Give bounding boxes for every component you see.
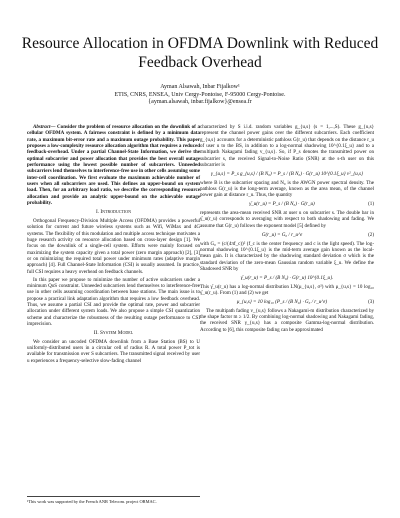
equation-3-body: μ_{u,s} = 10 log₁₀ (P_s / (B N₀) · G₀ / r_u^ε): [236, 298, 328, 305]
equation-shadowed-snr-body: γ̄_u(r_u) = P_s / (B N₀) · G(r_u) 10^{0.1ξ_u}.: [240, 274, 334, 281]
section-heading-introduction: I. Introduction: [95, 209, 132, 216]
right-paragraph-5: This γ̄_u(r_u) has a log-normal distribution LN(μ_{u,s}, σ²) with μ_{u,s} = 10 log₁₀ γ̄_u(r_u). From (1) and (2) we get: [200, 283, 374, 296]
intro-paragraph-1: Orthogonal Frequency-Division Multiple Access (OFDMA) provides a powerful solution for current and future wireless systems such as Wifi, WiMax and 4G systems. The flexibility of this modulation and multiple access technique motivates a huge research activity on resource allocation based on cross-layer design [1]. We focus on the downlink of a single-cell system. Efforts were mainly focused on maximizing the system capacity given a total power (zero margin approach) [2], [3] or on minimizing the required total power under minimum rates (adaptive margin approach) [4]. Full Channel-State Information (CSI) is usually assumed. In practice, full CSI requires a heavy overhead on feedback channels.: [27, 217, 200, 275]
paper-title: Resource Allocation in OFDMA Downlink with Reduced Feedback Overhead: [21, 35, 379, 71]
author-names: Ayman Alsawah, Inbar Fijalkow¹: [160, 84, 240, 90]
right-paragraph-1: characterized by S i.i.d. random variables g_{u,s} (s = 1,...,S). These g_{u,s} represent the channel power gains over the different subcarriers. Each coefficient g_{u,s} accounts for a deterministic pathloss G(r_u) that depends on the distance r_u of user u to the BS, in addition to a log-normal shadowing 10^{0.1ξ_u} and to a multipath Nakagami fading v_{u,s}. So, if P_s denotes the transmitted power on subcarrier s, the received Signal-to-Noise Ratio (SNR) at the s-th user on this subcarrier is: [200, 124, 374, 169]
equation-1: [200, 201, 374, 207]
right-paragraph-2: where B is the subcarrier spacing and N₀ is the AWGN power spectral density. The pathloss G(r_u) is the long-term average, known as the area mean, of the channel power gain at distance r_u. Thus, the quantity: [200, 179, 374, 199]
footnote: ¹This work was supported by the French ANR Telecom. project ORMAC.: [27, 496, 200, 504]
intro-paragraph-2: In this paper we propose to minimize the number of active subcarriers under a minimum QoS constraint. Unneeded subcarriers lend themselves to interference-free use in other cells assuming coordination between base stations. The main issue is to propose a practical link adaptation algorithm that requires a low feedback overhead. Thus, we assume a partial CSI and provide the optimal rate, power and subcarrier allocation under different system loads. We also propose a simple CSI quantization scheme and characterize the robustness of the resulting outage performance to CSI imprecision.: [27, 276, 200, 327]
author-emails: {ayman.alsawah, inbar.fijalkow}@ensea.fr: [148, 99, 252, 105]
model-paragraph-1: We consider an uncoded OFDMA downlink from a Base Station (BS) to U uniformly-distributed users in a circular cell of radius R. A total power P_tot is available for transmission over S subcarriers. The transmitted signal received by user u experiences a frequency-selective slow-fading channel: [27, 338, 200, 364]
abstract-text: — Consider the problem of resource allocation on the downlink of a cellular OFDMA system. A fairness constraint is defined by a minimum data rate, a maximum bit-error rate and a maximum outage probability. This paper proposes a low-complexity resource allocation algorithm that requires a reduced feedback-overhead. Under a partial Channel-State Information, we derive the optimal subcarrier and power allocation that provides the best overall outage performance using the lowest possible number of subcarriers. Unneeded subcarriers lend themselves to interference-free use in other cells assuming some inter-cell coordination. We first evaluate the maximum achievable number of users when all subcarriers are used. This defines an upper-bound on system load. Then, for an arbitrary load ratio, we describe the corresponding resource allocation and provide an analytic upper-bound on the achievable outage probability.: [27, 124, 200, 207]
equation-shadowed-snr: [200, 275, 374, 281]
right-paragraph-4: with G₀ = (c/(4πf_c))² (f_c is the center frequency and c is the light speed). The log-normal shadowing 10^{0.1ξ_u} is the mid-term average gain known as the local-mean gain. It is characterized by the shadowing standard deviation σ which is the standard deviation of the zero-mean Gaussian random variable ξ_u. We define the Shadowed SNR by: [200, 240, 374, 272]
equation-3: [200, 299, 374, 305]
equation-2: [200, 232, 374, 238]
equation-2-number: (2): [368, 231, 374, 238]
equation-snr: [200, 171, 374, 177]
author-block: [60, 84, 340, 107]
right-paragraph-3: represents the area-mean received SNR at user u on subcarrier s. The double bar in γ̄_u(r_u) corresponds to averaging with respect to both shadowing and fading. We assume that G(r_u) follows the exponent model [5] defined by: [200, 210, 374, 229]
equation-snr-body: γ_{u,s} = P_s g_{u,s} / (B N₀) = P_s / (B N₀) · G(r_u) 10^{0.1ξ_u} v²_{u,s}: [210, 170, 363, 177]
abstract-label: Abstract: [33, 124, 51, 130]
left-column: [27, 124, 200, 366]
abstract: [27, 124, 200, 206]
equation-1-body: γ̄_u(r_u) = P_s / (B N₀) · G(r_u): [249, 201, 315, 208]
section-heading-system-model: II. System Model: [93, 330, 134, 337]
right-paragraph-6: The multipath fading v_{u,s} follows a Nakagami-m distribution characterized by the shape factor m ≥ 1/2. By combining log-normal shadowing and Nakagami fading, the received SNR γ_{u,s} has a composite Gamma-log-normal distribution. According to [6], this composite fading can be approximated: [200, 307, 374, 333]
equation-2-body: G(r_u) = G₀ / r_u^ε: [261, 231, 303, 238]
equation-1-number: (1): [368, 201, 374, 208]
author-affiliation: ETIS, CNRS, ENSEA, Univ Cergy-Pontoise, F-95000 Cergy-Pontoise.: [114, 91, 286, 98]
right-column: [200, 124, 374, 335]
equation-3-number: (3): [368, 298, 374, 305]
